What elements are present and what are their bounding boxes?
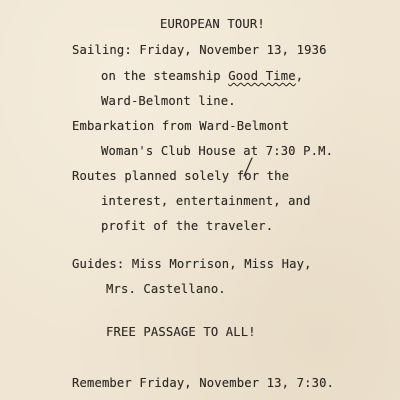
routes-line-1: Routes planned solely for the (72, 169, 290, 183)
line-name: Ward-Belmont line. (101, 94, 236, 108)
steamship-line (101, 69, 303, 83)
embarkation-line-1: Embarkation from Ward-Belmont (72, 119, 290, 133)
steamship-suffix: , (295, 69, 304, 83)
pen-stroke-mark (241, 156, 255, 178)
steamship-name: Good Time (228, 69, 296, 83)
free-passage-line: FREE PASSAGE TO ALL! (106, 325, 256, 339)
sailing-date-line: Sailing: Friday, November 13, 1936 (72, 43, 327, 57)
guides-line-2: Mrs. Castellano. (106, 282, 226, 296)
document-title: EUROPEAN TOUR! (160, 17, 265, 31)
remember-line: Remember Friday, November 13, 7:30. (72, 376, 335, 390)
routes-line-2: interest, entertainment, and (101, 194, 311, 208)
steamship-prefix: on the steamship (101, 69, 229, 83)
routes-line-3: profit of the traveler. (101, 219, 274, 233)
embarkation-line-2: Woman's Club House at 7:30 P.M. (101, 144, 334, 158)
guides-line-1: Guides: Miss Morrison, Miss Hay, (72, 257, 312, 271)
